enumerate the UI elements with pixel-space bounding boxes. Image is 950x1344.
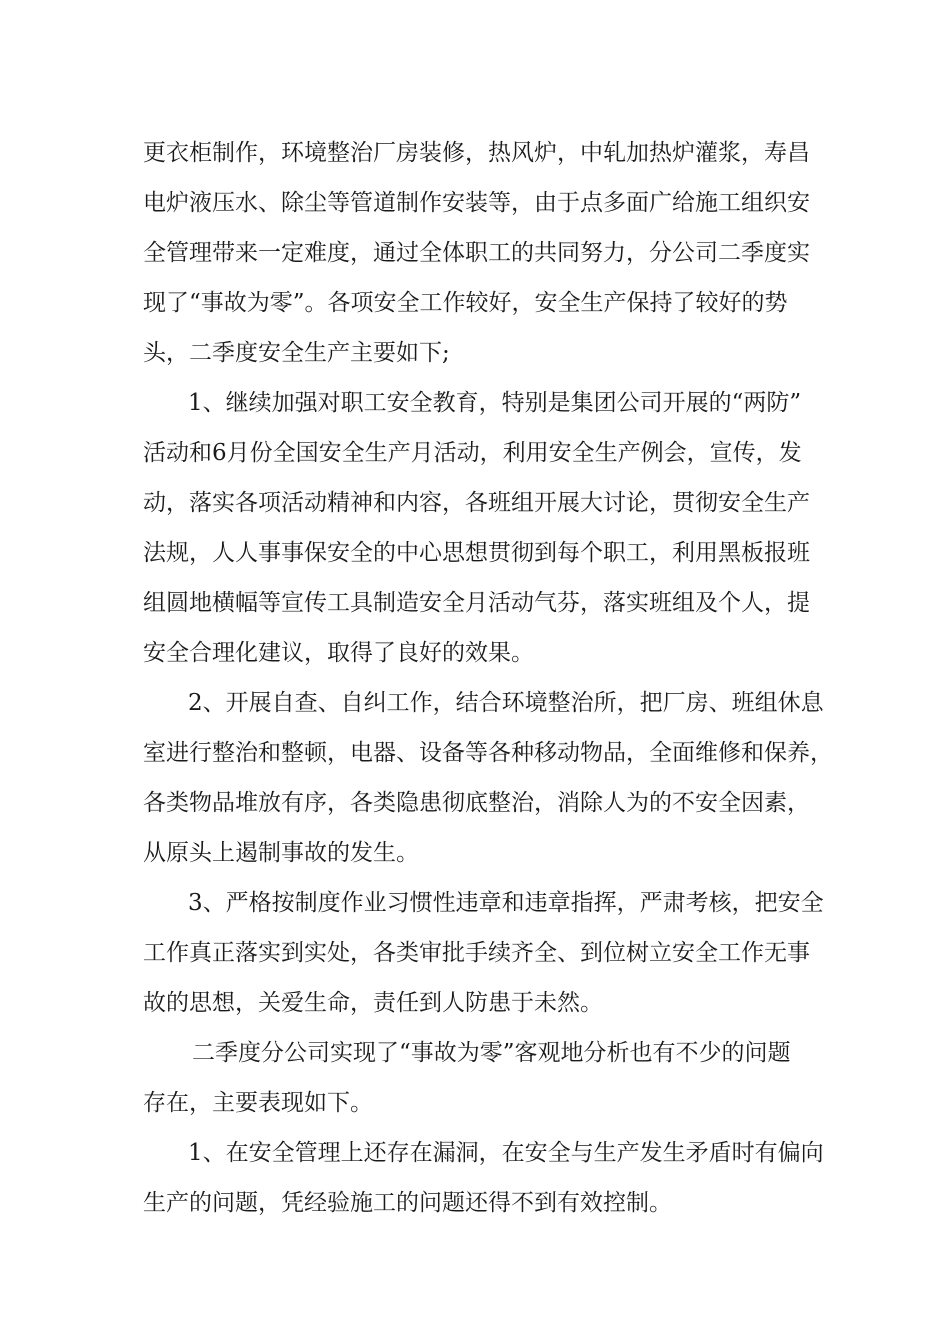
text-line: 2、开展自查、自纠工作，结合环境整治所，把厂房、班组休息 (188, 690, 824, 716)
text-line: 1、在安全管理上还存在漏洞，在安全与生产发生矛盾时有偏向 (188, 1140, 824, 1166)
text-line: 故的思想，关爱生命，责任到人防患于未然。 (143, 990, 603, 1016)
text-line: 二季度分公司实现了“事故为零”客观地分析也有不少的问题 (192, 1040, 791, 1066)
text-line: 1、继续加强对职工安全教育，特别是集团公司开展的“两防” (188, 390, 802, 416)
text-line: 3、严格按制度作业习惯性违章和违章指挥，严肃考核，把安全 (188, 890, 824, 916)
text-line: 动，落实各项活动精神和内容，各班组开展大讨论，贯彻安全生产 (143, 490, 810, 516)
text-line: 活动和6月份全国安全生产月活动，利用安全生产例会，宣传，发 (143, 440, 802, 466)
text-line: 生产的问题，凭经验施工的问题还得不到有效控制。 (143, 1190, 672, 1216)
text-line: 更衣柜制作，环境整治厂房装修，热风炉，中轧加热炉灌浆，寿昌 (143, 140, 810, 166)
text-line: 工作真正落实到实处，各类审批手续齐全、到位树立安全工作无事 (143, 940, 810, 966)
text-line: 头，二季度安全生产主要如下; (143, 340, 450, 366)
text-line: 室进行整治和整顿，电器、设备等各种移动物品，全面维修和保养， (143, 740, 833, 766)
text-line: 全管理带来一定难度，通过全体职工的共同努力，分公司二季度实 (143, 240, 810, 266)
text-line: 从原头上遏制事故的发生。 (143, 840, 419, 866)
text-line: 法规，人人事事保安全的中心思想贯彻到每个职工，利用黑板报班 (143, 540, 810, 566)
text-line: 电炉液压水、除尘等管道制作安装等，由于点多面广给施工组织安 (143, 190, 810, 216)
text-line: 组圆地横幅等宣传工具制造安全月活动气芬，落实班组及个人，提 (143, 590, 810, 616)
text-line: 各类物品堆放有序，各类隐患彻底整治，消除人为的不安全因素， (143, 790, 810, 816)
text-line: 现了“事故为零”。各项安全工作较好，安全生产保持了较好的势 (143, 290, 788, 316)
text-line: 存在，主要表现如下。 (143, 1090, 373, 1116)
text-line: 安全合理化建议，取得了良好的效果。 (143, 640, 534, 666)
